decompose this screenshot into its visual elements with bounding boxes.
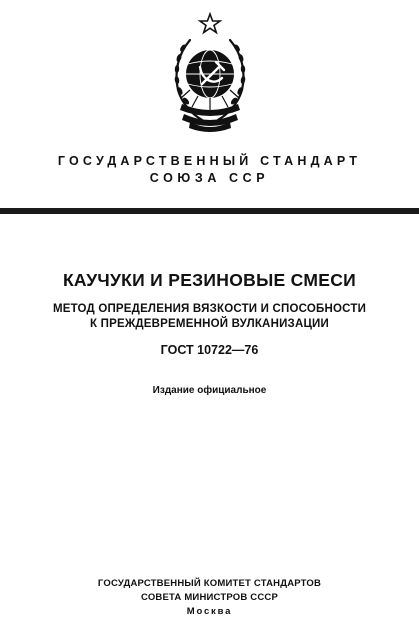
ussr-state-emblem-icon — [168, 12, 252, 136]
standard-number: ГОСТ 10722—76 — [160, 343, 259, 357]
document-subtitle-line-2: К ПРЕЖДЕВРЕМЕННОЙ ВУЛКАНИЗАЦИИ — [90, 318, 329, 330]
publisher-line-2: СОВЕТА МИНИСТРОВ СССР — [141, 592, 278, 603]
publication-city: Москва — [186, 606, 233, 617]
publisher-line-1: ГОСУДАРСТВЕННЫЙ КОМИТЕТ СТАНДАРТОВ — [97, 578, 322, 589]
document-subtitle-line-1: МЕТОД ОПРЕДЕЛЕНИЯ ВЯЗКОСТИ И СПОСОБНОСТИ — [52, 303, 367, 315]
issuer-heading: ГОСУДАРСТВЕННЫЙ СТАНДАРТ — [57, 154, 362, 168]
horizontal-divider — [0, 208, 419, 214]
issuer-subheading: СОЮЗА ССР — [149, 171, 270, 185]
edition-note: Издание официальное — [152, 385, 267, 396]
document-title: КАУЧУКИ И РЕЗИНОВЫЕ СМЕСИ — [62, 270, 357, 290]
